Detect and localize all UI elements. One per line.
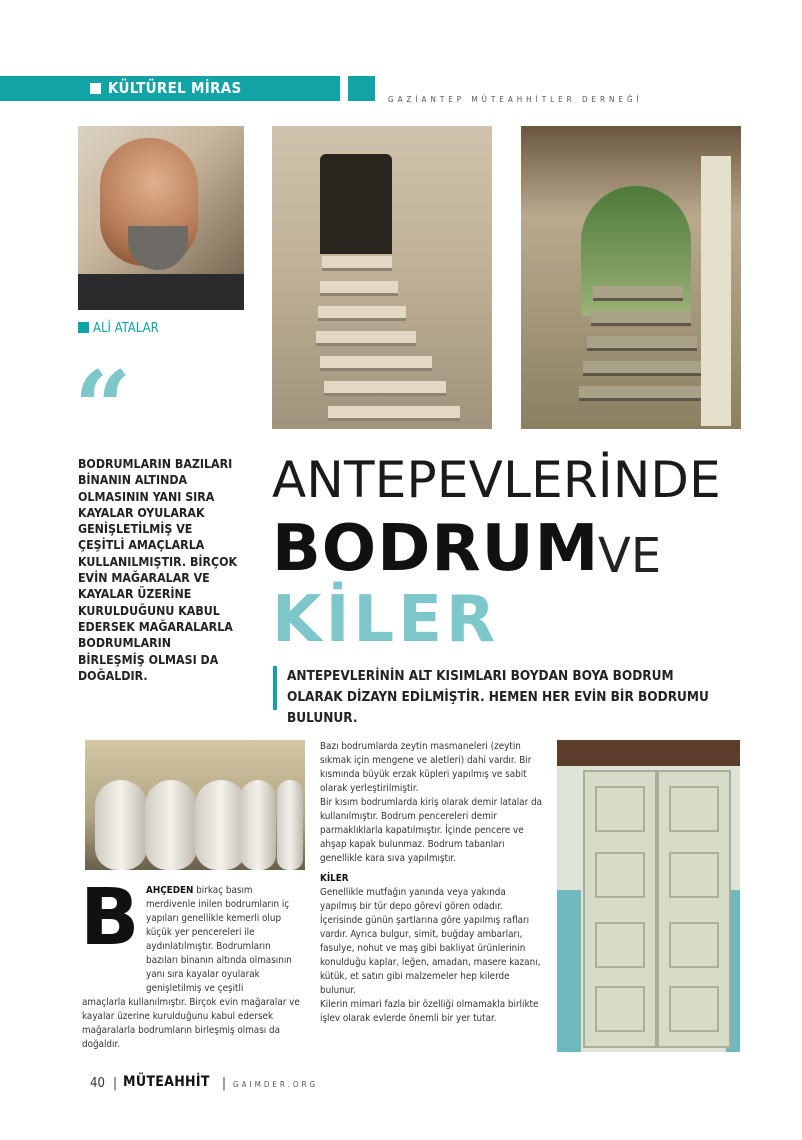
pantry-door-photo	[557, 740, 740, 1052]
body-column-2	[320, 740, 542, 1026]
body-column-1-indented	[82, 884, 302, 996]
arched-stairs-photo	[521, 126, 741, 429]
title-line-2-light: VE	[598, 528, 662, 584]
footer-separator: |	[113, 1076, 117, 1091]
body-column-1-text: birkaç basım merdivenle inilen bodrumların iç yapıları genellikle kemerli olup küçük yer pencereleri ile aydınlatılmıştır. Bodrumların bazıları binanın altında olmasının yanı sıra kayalar oyularak genişletilmiş ve çeşitli	[146, 885, 292, 994]
magazine-name: MÜTEAHHİT	[123, 1074, 210, 1090]
storage-jars-photo	[85, 740, 305, 870]
section-title: KÜLTÜREL MİRAS	[108, 79, 242, 97]
cellar-stairs-photo	[272, 126, 492, 429]
quote-mark-icon: “	[74, 349, 132, 467]
body-paragraph: Kilerin mimari fazla bir özelliği olmamakla birlikte işlev olarak evlerde önemli bir yer tutar.	[320, 999, 539, 1024]
subheading-kiler: KİLER	[320, 873, 349, 884]
body-column-1	[82, 884, 302, 1052]
body-column-1-rest: amaçlarla kullanılmıştır. Birçok evin mağaralar ve kayalar üzerine kurulduğunu kabul edersek mağaralarla bodrumların birleşmiş olması da doğaldır.	[82, 997, 300, 1050]
title-line-3: KİLER	[272, 583, 500, 657]
title-line-2-bold: BODRUM	[272, 512, 600, 586]
author-photo	[78, 126, 244, 310]
drop-cap: B	[80, 873, 140, 963]
author-bullet-icon	[78, 322, 89, 333]
body-paragraph: Bir kısım bodrumlarda kiriş olarak demir latalar da kullanılmıştır. Bodrum pencereleri demir parmaklıklarla kapatılmıştır. İçinde pencere ve ahşap kapak bulunmaz. Bodrum tabanları genellikle kara sıva yapılmıştır.	[320, 797, 542, 864]
page-number: 40	[90, 1076, 105, 1091]
body-paragraph: Genellikle mutfağın yanında veya yakında yapılmış bir tür depo görevi gören odadır. İçerisinde günün şartlarına göre yapılmış rafları vardır. Ayrıca bulgur, simit, buğday ambarları, fasulye, nohut ve maş gibi bakliyat ürünlerinin konulduğu kaplar, leğen, amadan, masere kazanı, kütük, et satırı gibi malzemeler hep kilerde bulunur.	[320, 887, 541, 996]
body-paragraph: Bazı bodrumlarda zeytin masmaneleri (zeytin sıkmak için mengene ve aletleri) dahi vardır. Bir kısmında büyük erzak küpleri yapılmış ve sabit olarak yerleştirilmiştir.	[320, 741, 532, 794]
pull-quote: BODRUMLARIN BAZILARI BİNANIN ALTINDA OLMASININ YANI SIRA KAYALAR OYULARAK GENİŞLETİLMİŞ VE ÇEŞİTLİ AMAÇLARLA KULLANILMIŞTIR. BİRÇOK EVİN MAĞARALAR VE KAYALAR ÜZERİNE KURULDUĞUNU KABUL EDERSEK MAĞARALARLA BODRUMLARIN BİRLEŞMİŞ OLMASI DA DOĞALDIR.	[78, 457, 238, 683]
section-bullet-icon	[90, 83, 101, 94]
author-name: ALİ ATALAR	[93, 321, 159, 336]
header-accent-square	[348, 76, 375, 101]
website-link[interactable]: GAIMDER.ORG	[233, 1080, 319, 1089]
association-name: GAZİANTEP MÜTEAHHİTLER DERNEĞİ	[388, 95, 643, 104]
lead-paragraph: ANTEPEVLERİNİN ALT KISIMLARI BOYDAN BOYA BODRUM OLARAK DİZAYN EDİLMİŞTİR. HEMEN HER EVİN BİR BODRUMU BULUNUR.	[287, 668, 709, 726]
body-lead-word: AHÇEDEN	[146, 885, 194, 896]
title-line-1: ANTEPEVLERİNDE	[272, 451, 721, 509]
footer-separator: |	[222, 1076, 226, 1091]
lead-accent-bar	[273, 666, 277, 710]
